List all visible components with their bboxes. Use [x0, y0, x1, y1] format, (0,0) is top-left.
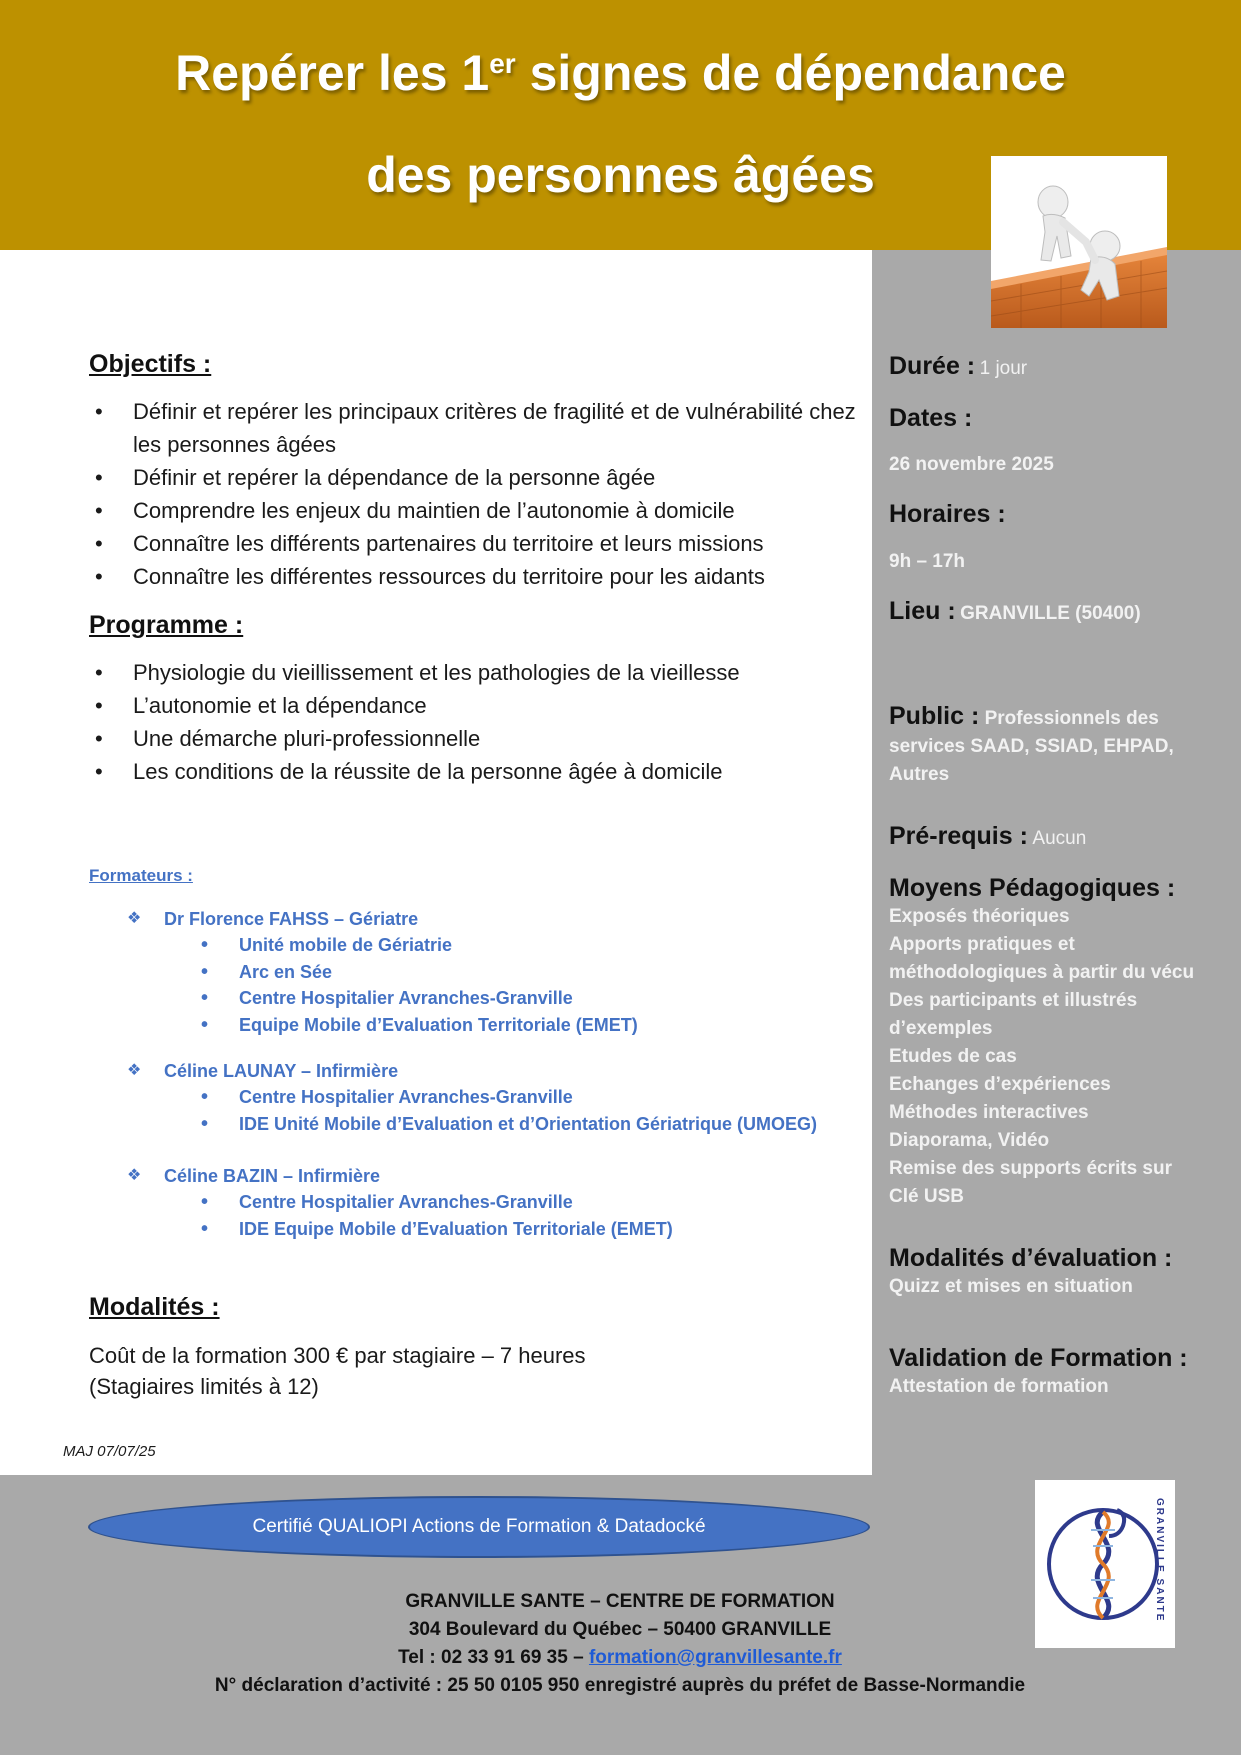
list-item: • Définir et repérer les principaux critères de fragilité et de vulnérabilité chez les personnes âgées: [89, 395, 859, 461]
granville-sante-logo: [1035, 1480, 1175, 1648]
duree-row: Durée : 1 jour: [889, 352, 1028, 380]
diamond-bullet-icon: ❖: [127, 1062, 142, 1079]
trainer-role: • Equipe Mobile d’Evaluation Territoriale (EMET): [89, 1012, 869, 1039]
list-item: • Une démarche pluri-professionnelle: [89, 722, 859, 755]
public-row: Public : Professionnels des services SAAD, SSIAD, EHPAD, Autres: [889, 702, 1174, 785]
trainer-role: • Centre Hospitalier Avranches-Granville: [89, 1084, 869, 1111]
lieu-row: Lieu : GRANVILLE (50400): [889, 597, 1141, 625]
update-date: MAJ 07/07/25: [63, 1443, 156, 1460]
trainer-entry: [89, 906, 869, 1038]
dates-value: 26 novembre 2025: [889, 454, 1054, 475]
list-item: • Comprendre les enjeux du maintien de l’autonomie à domicile: [89, 494, 859, 527]
helping-figures-illustration: [991, 156, 1167, 328]
org-name: GRANVILLE SANTE – CENTRE DE FORMATION: [405, 1591, 835, 1612]
modalites-section: [89, 1293, 849, 1402]
horaires-value: 9h – 17h: [889, 551, 966, 572]
diamond-bullet-icon: ❖: [127, 910, 142, 927]
trainer-role: • IDE Equipe Mobile d’Evaluation Territoriale (EMET): [89, 1216, 869, 1243]
list-item: • Connaître les différents partenaires du territoire et leurs missions: [89, 527, 859, 560]
formateurs-heading: Formateurs :: [89, 866, 193, 885]
diamond-bullet-icon: ❖: [127, 1167, 142, 1184]
trainee-limit-text: (Stagiaires limités à 12): [89, 1374, 319, 1399]
horaires-label: Horaires :: [889, 500, 1006, 528]
moyens-section: Moyens Pédagogiques : Exposés théoriques Apports pratiques et méthodologiques à partir du vécu Des participants et illustrés d’exemples Etudes de cas Echanges d’expériences Méthodes interactives Diaporama, Vidéo Remise des supports écrits sur Clé USB: [889, 874, 1195, 1207]
declaration-text: N° déclaration d’activité : 25 50 0105 950 enregistré auprès du préfet de Basse-Normandie: [214, 1675, 1026, 1696]
formateurs-section: [89, 866, 869, 1242]
evaluation-section: Modalités d’évaluation : Quizz et mises en situation: [889, 1244, 1173, 1297]
list-item: • Physiologie du vieillissement et les pathologies de la vieillesse: [89, 656, 859, 689]
page-title-line-2: des personnes âgées: [366, 147, 875, 203]
prerequis-row: Pré-requis : Aucun: [889, 822, 1087, 850]
trainer-name: Dr Florence FAHSS – Gériatre: [164, 909, 419, 929]
dates-label: Dates :: [889, 404, 973, 432]
trainer-name: Céline LAUNAY – Infirmière: [164, 1061, 399, 1081]
org-phone: Tel : 02 33 91 69 35 –: [398, 1647, 589, 1668]
trainer-entry: [89, 1058, 869, 1137]
programme-heading: Programme :: [89, 611, 244, 639]
email-link[interactable]: formation@granvillesante.fr: [588, 1647, 842, 1668]
list-item: • Connaître les différentes ressources du territoire pour les aidants: [89, 560, 859, 593]
objectifs-heading: Objectifs :: [89, 350, 212, 378]
objectifs-list: [89, 395, 859, 593]
page-title-line-1: Repérer les 1er signes de dépendance: [175, 45, 1066, 101]
modalites-heading: Modalités :: [89, 1293, 220, 1321]
list-item: • Définir et repérer la dépendance de la personne âgée: [89, 461, 859, 494]
trainer-role: • IDE Unité Mobile d’Evaluation et d’Orientation Gériatrique (UMOEG): [89, 1111, 869, 1138]
validation-section: Validation de Formation : Attestation de formation: [889, 1344, 1188, 1397]
qualiopi-badge: Certifié QUALIOPI Actions de Formation & Datadocké: [88, 1496, 870, 1558]
list-item: • Les conditions de la réussite de la personne âgée à domicile: [89, 755, 859, 788]
main-content: [89, 350, 859, 788]
cost-text: Coût de la formation 300 € par stagiaire – 7 heures: [89, 1343, 586, 1368]
list-item: • L’autonomie et la dépendance: [89, 689, 859, 722]
trainer-name: Céline BAZIN – Infirmière: [164, 1166, 381, 1186]
trainer-role: • Unité mobile de Gériatrie: [89, 932, 869, 959]
logo-text: GRANVILLE SANTE: [1154, 1498, 1165, 1623]
trainer-role: • Arc en Sée: [89, 959, 869, 986]
trainer-role: • Centre Hospitalier Avranches-Granville: [89, 1189, 869, 1216]
programme-list: [89, 656, 859, 788]
trainer-entry: [89, 1163, 869, 1242]
org-address: 304 Boulevard du Québec – 50400 GRANVILLE: [408, 1619, 832, 1640]
trainer-role: • Centre Hospitalier Avranches-Granville: [89, 985, 869, 1012]
organization-info: [120, 1588, 1120, 1700]
